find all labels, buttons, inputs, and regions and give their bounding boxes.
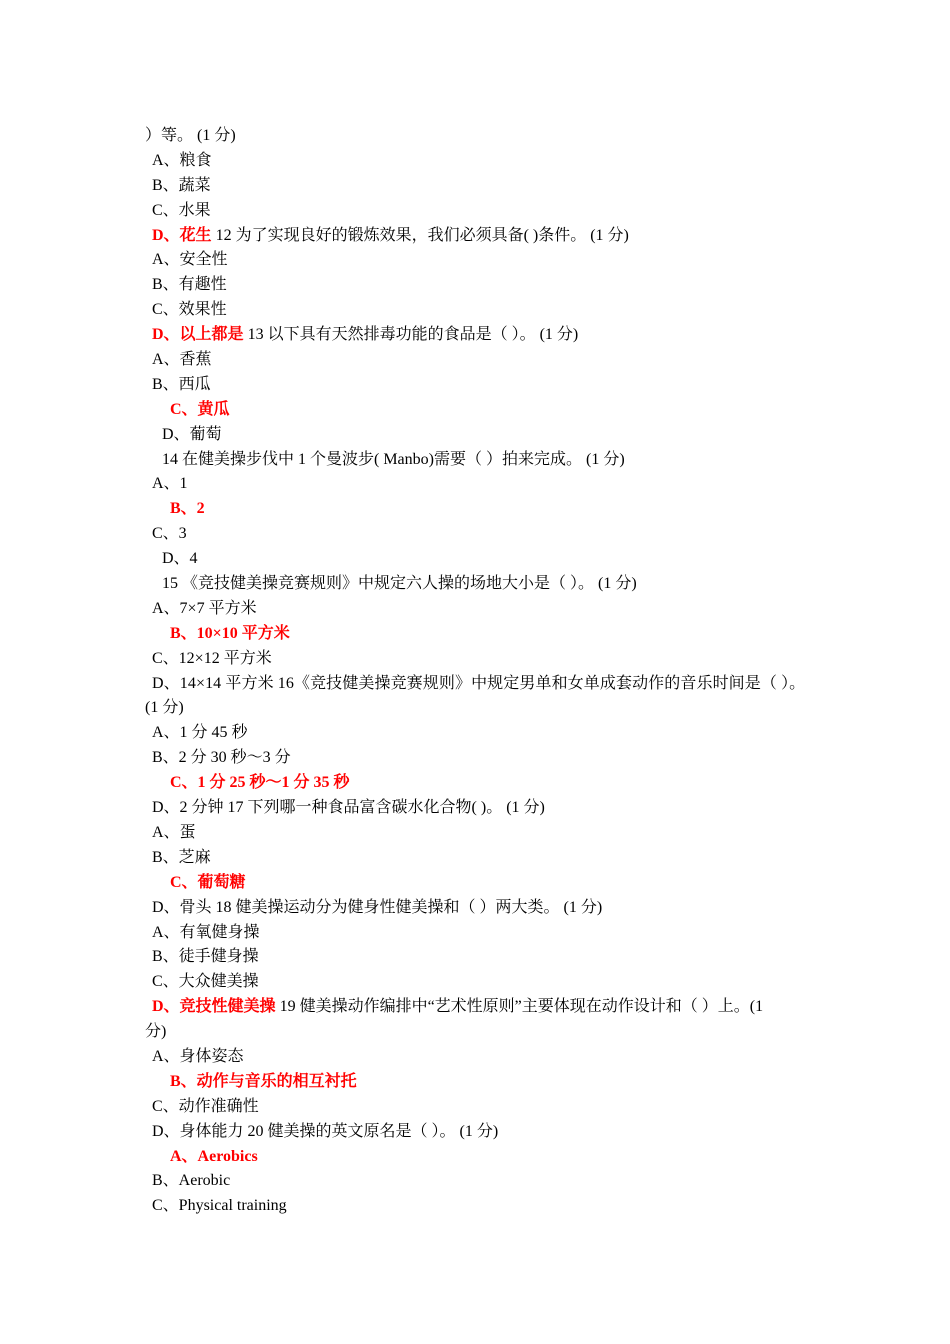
question-text: 12 为了实现良好的锻炼效果，我们必须具备( )条件。 (1 分) <box>211 226 629 244</box>
correct-answer: B、10×10 平方米 <box>170 624 290 642</box>
option-line <box>0 1095 950 1120</box>
question-text: 分) <box>145 1023 167 1041</box>
question-text: 15 《竞技健美操竞赛规则》中规定六人操的场地大小是（ ）。 (1 分) <box>162 575 637 593</box>
option-text: B、芝麻 <box>152 848 211 866</box>
option-line <box>0 746 950 771</box>
answer-line <box>0 771 950 796</box>
correct-answer: B、动作与音乐的相互衬托 <box>170 1072 357 1090</box>
answer-and-question-line <box>0 995 950 1020</box>
correct-answer: C、1 分 25 秒～1 分 35 秒 <box>170 774 350 792</box>
question-score-line <box>0 696 950 721</box>
option-text: C、12×12 平方米 <box>152 649 272 667</box>
question-text: (1 分) <box>145 699 184 717</box>
option-text: A、有氧健身操 <box>152 923 260 941</box>
option-and-question-line <box>0 672 950 697</box>
question-line <box>0 448 950 473</box>
option-line <box>0 149 950 174</box>
option-text: A、粮食 <box>152 151 212 169</box>
option-text: A、7×7 平方米 <box>152 599 257 617</box>
correct-answer: C、黄瓜 <box>170 400 230 418</box>
option-and-question-line <box>0 1120 950 1145</box>
question-text: 19 健美操动作编排中“艺术性原则”主要体现在动作设计和（ ）上。(1 <box>275 998 764 1016</box>
option-line <box>0 921 950 946</box>
option-text: C、大众健美操 <box>152 973 259 991</box>
question-text: D、骨头 18 健美操运动分为健身性健美操和（ ）两大类。 (1 分) <box>152 898 603 916</box>
option-line <box>0 348 950 373</box>
option-line <box>0 1169 950 1194</box>
option-line <box>0 423 950 448</box>
question-text: 14 在健美操步伐中 1 个曼波步( Manbo)需要（ ）拍来完成。 (1 分) <box>162 450 625 468</box>
correct-answer: C、葡萄糖 <box>170 873 246 891</box>
correct-answer: D、竞技性健美操 <box>152 998 276 1016</box>
option-text: A、香蕉 <box>152 351 212 369</box>
option-text: A、安全性 <box>152 251 228 269</box>
option-line <box>0 472 950 497</box>
option-text: D、4 <box>162 550 198 568</box>
option-text: B、有趣性 <box>152 276 227 294</box>
option-text: B、西瓜 <box>152 375 211 393</box>
option-line <box>0 522 950 547</box>
option-line <box>0 821 950 846</box>
option-line <box>0 248 950 273</box>
option-line <box>0 721 950 746</box>
question-text: 13 以下具有天然排毒功能的食品是（ ）。 (1 分) <box>243 326 579 344</box>
option-text: C、Physical training <box>152 1197 287 1215</box>
correct-answer: A、Aerobics <box>170 1147 258 1165</box>
answer-and-question-line <box>0 224 950 249</box>
option-text: D、葡萄 <box>162 425 222 443</box>
answer-line <box>0 871 950 896</box>
answer-and-question-line <box>0 323 950 348</box>
option-text: B、Aerobic <box>152 1172 231 1190</box>
option-line <box>0 373 950 398</box>
option-line <box>0 273 950 298</box>
answer-line <box>0 622 950 647</box>
correct-answer: D、以上都是 <box>152 326 244 344</box>
correct-answer: B、2 <box>170 500 205 518</box>
option-and-question-line <box>0 796 950 821</box>
option-line <box>0 298 950 323</box>
option-text: C、效果性 <box>152 301 227 319</box>
answer-line <box>0 1145 950 1170</box>
option-text: C、3 <box>152 525 187 543</box>
correct-answer: D、花生 <box>152 226 212 244</box>
option-line <box>0 1045 950 1070</box>
option-and-question-line <box>0 896 950 921</box>
question-text: D、身体能力 20 健美操的英文原名是（ ）。 (1 分) <box>152 1122 499 1140</box>
option-text: A、1 <box>152 475 188 493</box>
option-line <box>0 1194 950 1219</box>
question-text: D、14×14 平方米 16《竞技健美操竞赛规则》中规定男单和女单成套动作的音乐时间是（ ）。 <box>152 674 806 692</box>
option-line <box>0 174 950 199</box>
document-page <box>0 124 950 1219</box>
option-text: C、水果 <box>152 201 211 219</box>
answer-line <box>0 1070 950 1095</box>
option-line <box>0 547 950 572</box>
option-line <box>0 846 950 871</box>
option-text: B、蔬菜 <box>152 176 211 194</box>
option-line <box>0 597 950 622</box>
option-text: B、徒手健身操 <box>152 948 259 966</box>
option-text: C、动作准确性 <box>152 1097 259 1115</box>
question-text: D、2 分钟 17 下列哪一种食品富含碳水化合物( )。 (1 分) <box>152 799 545 817</box>
option-line <box>0 647 950 672</box>
question-text: ）等。 (1 分) <box>145 127 236 144</box>
option-text: A、身体姿态 <box>152 1047 244 1065</box>
option-text: A、蛋 <box>152 823 196 841</box>
option-line <box>0 945 950 970</box>
option-line <box>0 970 950 995</box>
answer-line <box>0 398 950 423</box>
option-line <box>0 199 950 224</box>
option-text: B、2 分 30 秒～3 分 <box>152 749 291 767</box>
question-line <box>0 124 950 149</box>
option-text: A、1 分 45 秒 <box>152 724 248 742</box>
question-score-line <box>0 1020 950 1045</box>
answer-line <box>0 497 950 522</box>
question-line <box>0 572 950 597</box>
